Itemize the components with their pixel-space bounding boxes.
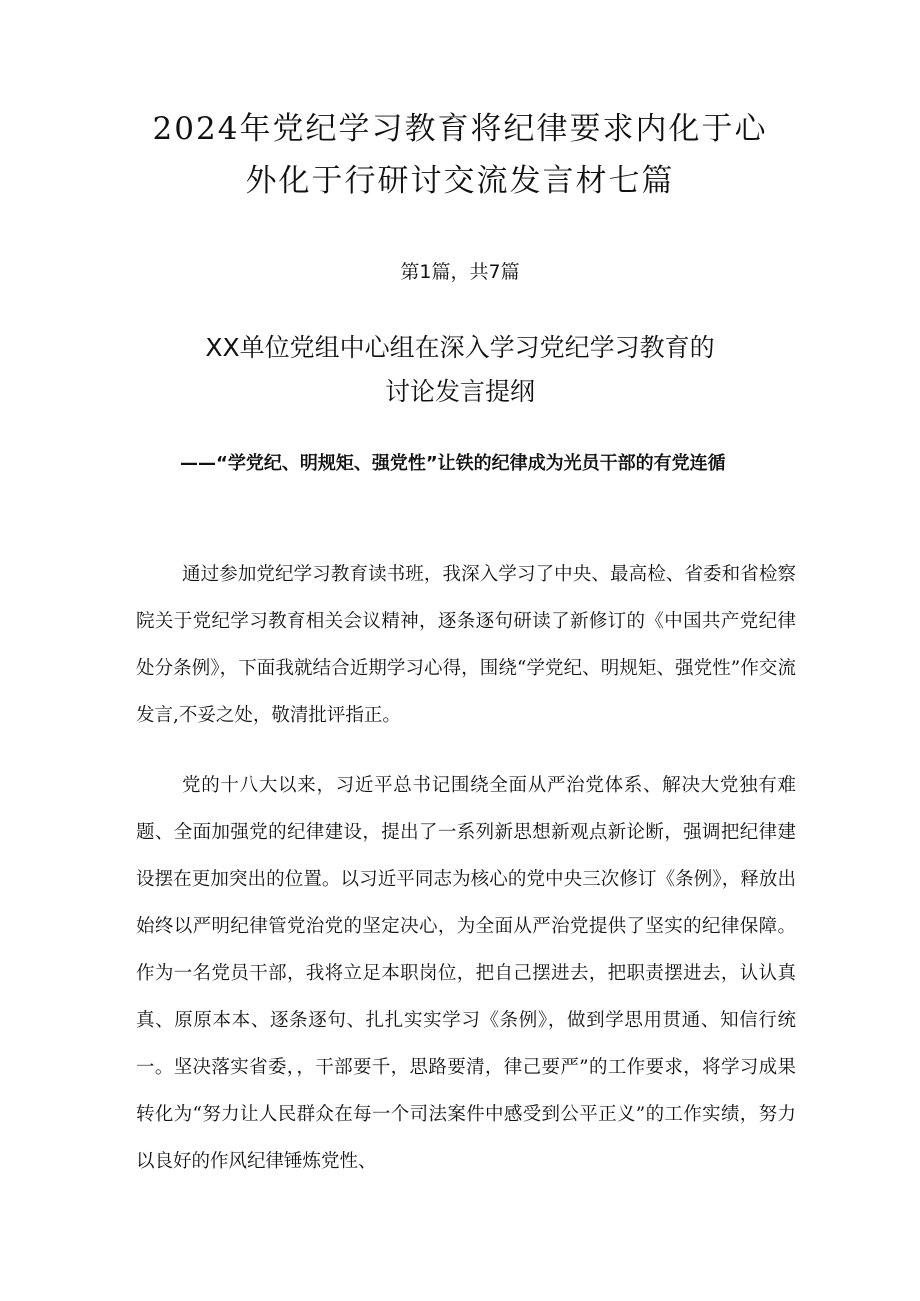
section-title-line-1: XX单位党组中心组在深入学习党纪学习教育的 bbox=[205, 333, 715, 362]
main-title-line-1: 2024年党纪学习教育将纪律要求内化于心 bbox=[152, 111, 768, 147]
section-title bbox=[0, 326, 920, 414]
body-paragraph-1: 通过参加党纪学习教育读书班，我深入学习了中央、最高检、省委和省检察院关于党纪学习教育相关会议精神，逐条逐句研读了新修订的《中国共产党纪律处分条例》，下面我就结合近期学习心得，围绕“学党纪、明规矩、强党性”作交流发言,不妥之处，敬清批评指正。 bbox=[136, 564, 796, 726]
section-title-line-2: 讨论发言提纲 bbox=[384, 377, 535, 406]
main-title bbox=[0, 103, 920, 207]
part-indicator: 第1篇，共7篇 bbox=[400, 261, 520, 283]
body-paragraph-2: 党的十八大以来，习近平总书记围绕全面从严治党体系、解决大党独有难题、全面加强党的纪律建设，提出了一系列新思想新观点新论断，强调把纪律建设摆在更加突出的位置。以习近平同志为核心的党中央三次修订《条例》，释放出始终以严明纪律管党治党的坚定决心，为全面从严治党提供了坚实的纪律保障。作为一名党员干部，我将立足本职岗位，把自己摆进去，把职责摆进去，认认真真、原原本本、逐条逐句、扎扎实实学习《条例》，做到学思用贯通、知信行统一。坚决落实省委，，干部要千，思路要清，律己要严”的工作要求，将学习成果转化为“努力让人民群众在每一个司法案件中感受到公平正义”的工作实绩，努力以良好的作风纪律锤炼党性、 bbox=[136, 775, 796, 1172]
main-title-line-2: 外化于行研讨交流发言材七篇 bbox=[245, 163, 675, 199]
section-subtitle: ——“学党纪、明规矩、强党性”让铁的纪律成为光员干部的有党连循 bbox=[180, 453, 726, 474]
